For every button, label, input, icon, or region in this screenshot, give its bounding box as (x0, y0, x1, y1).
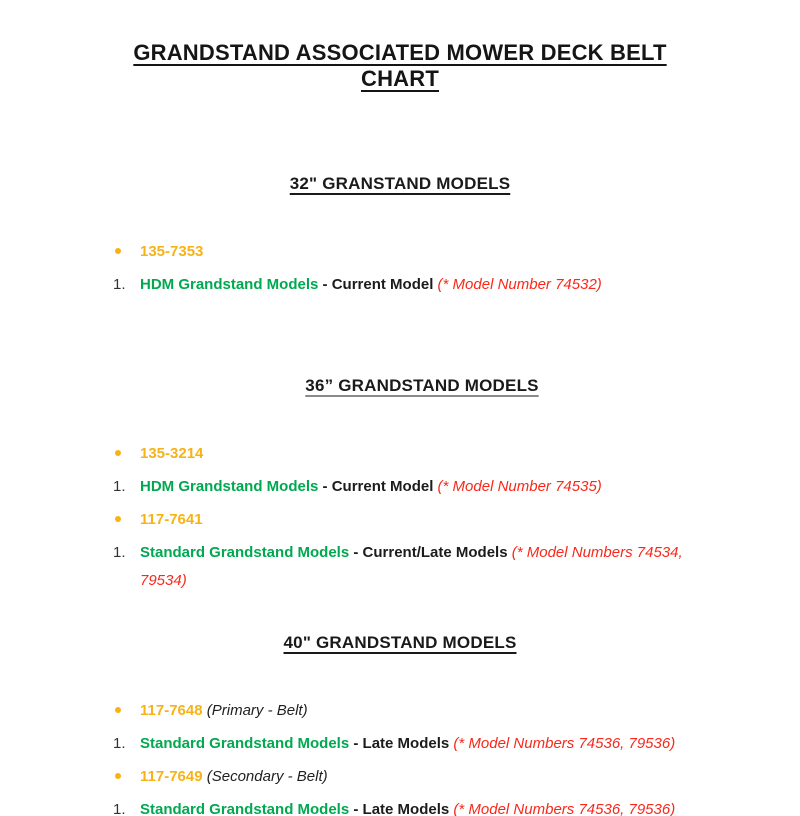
bullet-marker (100, 763, 140, 791)
part-number: 117-7641 (140, 511, 203, 528)
part-suffix: (Primary - Belt) (206, 702, 308, 719)
model-note: (* Model Number 74532) (437, 276, 602, 293)
part-number: 117-7649 (140, 768, 203, 785)
bullet-dot-icon (115, 516, 121, 522)
document-content (0, 40, 800, 816)
part-number: 135-7353 (140, 243, 204, 260)
part-number-row (100, 440, 700, 468)
model-descriptor: - Current Model (322, 478, 434, 495)
section-heading-40: 40" GRANDSTAND MODELS (283, 633, 517, 652)
list-number: 1. (113, 735, 126, 752)
list-number: 1. (113, 801, 126, 816)
model-name: HDM Grandstand Models (140, 276, 319, 293)
model-text (140, 473, 700, 501)
model-row (100, 539, 700, 595)
model-name: HDM Grandstand Models (140, 478, 319, 495)
model-descriptor: - Current Model (322, 276, 434, 293)
model-note: (* Model Numbers 74536, 79536) (453, 735, 676, 752)
bullet-dot-icon (115, 773, 121, 779)
bullet-marker (100, 697, 140, 725)
part-number-text (140, 506, 700, 534)
model-note: (* Model Numbers 74534, 79534) (140, 544, 683, 589)
model-descriptor: - Late Models (353, 801, 450, 816)
model-row (100, 271, 700, 299)
part-number-text (140, 238, 700, 266)
model-text (140, 796, 700, 816)
model-text (140, 730, 700, 758)
section-heading-32: 32" GRANSTAND MODELS (289, 174, 511, 193)
part-number: 117-7648 (140, 702, 203, 719)
part-number-row (100, 697, 700, 725)
part-number-text (140, 440, 700, 468)
part-number-row (100, 506, 700, 534)
part-number-row (100, 763, 700, 791)
bullet-dot-icon (115, 707, 121, 713)
model-name: Standard Grandstand Models (140, 544, 350, 561)
model-row (100, 730, 700, 758)
section-heading-36: 36” GRANDSTAND MODELS (305, 376, 539, 395)
model-note: (* Model Number 74535) (437, 478, 602, 495)
part-suffix: (Secondary - Belt) (206, 768, 328, 785)
bullet-dot-icon (115, 248, 121, 254)
part-number: 135-3214 (140, 445, 204, 462)
page-title: GRANDSTAND ASSOCIATED MOWER DECK BELT CHART (133, 40, 667, 91)
model-row (100, 796, 700, 816)
model-text (140, 271, 700, 299)
model-descriptor: - Late Models (353, 735, 450, 752)
list-number: 1. (113, 276, 126, 293)
model-row (100, 473, 700, 501)
model-name: Standard Grandstand Models (140, 735, 350, 752)
model-text (140, 539, 700, 595)
bullet-dot-icon (115, 450, 121, 456)
part-number-text (140, 763, 700, 791)
bullet-marker (100, 506, 140, 534)
bullet-marker (100, 440, 140, 468)
bullet-marker (100, 238, 140, 266)
list-number: 1. (113, 544, 126, 561)
model-name: Standard Grandstand Models (140, 801, 350, 816)
part-number-text (140, 697, 700, 725)
list-number: 1. (113, 478, 126, 495)
part-number-row (100, 238, 700, 266)
model-descriptor: - Current/Late Models (353, 544, 508, 561)
model-note: (* Model Numbers 74536, 79536) (453, 801, 676, 816)
